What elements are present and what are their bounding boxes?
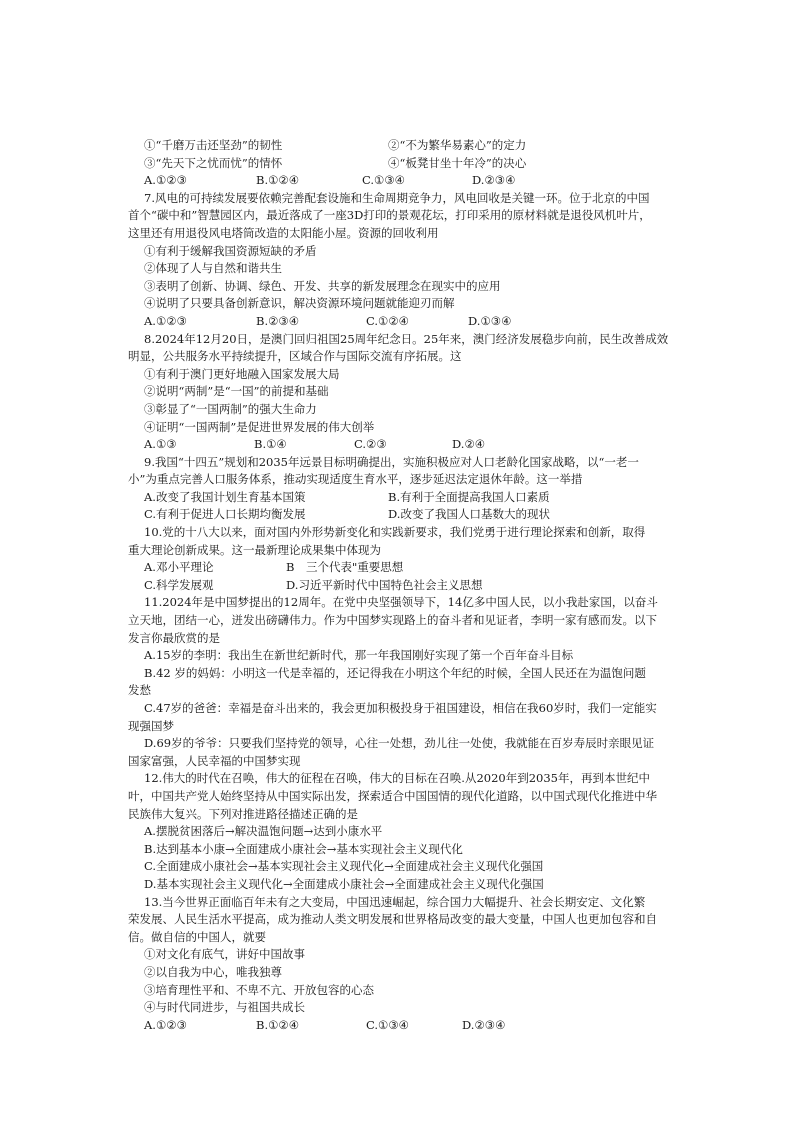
q11-answer-b-line-1: B.42 岁的妈妈：小明这一代是幸福的，还记得我在小明这个年纪的时候，全国人民还在为温饱问题 [144,665,646,680]
q11-answer-c-line-2: 现强国梦 [128,718,174,733]
q7-stem-line-1: 7.风电的可持续发展要依赖完善配套设施和生命周期竞争力，风电回收是关键一环。位于北京的中国 [144,190,650,205]
q9-answer-b: B.有利于全面提高我国人口素质 [388,489,550,504]
q11-answer-d-line-1: D.69岁的爷爷：只要我们坚持党的领导，心往一处想，劲儿往一处使，我就能在百岁寿辰时亲眼见证 [144,736,655,751]
q11-answer-d-line-2: 国家富强，人民幸福的中国梦实现 [128,753,301,768]
q7-option-1: ①有利于缓解我国资源短缺的矛盾 [144,243,317,258]
q6-answer-d: D.②③④ [472,173,516,188]
q8-stem-line-2: 明显，公共服务水平持续提升，区域合作与国际交流有序拓展。这 [128,349,462,364]
q10-answer-a: A.邓小平理论 [144,560,214,575]
q10-stem-line-2: 重大理论创新成果。这一最新理论成果集中体现为 [128,542,381,557]
q6-option-2: ②“不为繁华易素心”的定力 [388,138,527,152]
q13-stem-line-2: 荣发展、人民生活水平提高，成为推动人类文明发展和世界格局改变的最大变量，中国人也更加包容和自 [128,912,657,927]
q6-answers [128,172,676,190]
q12-stem-line-3: 民族伟大复兴。下列对推进路径描述正确的是 [128,806,358,821]
q9-answer-a: A.改变了我国计划生育基本国策 [144,489,306,504]
q11-answer-c-line-1: C.47岁的爸爸：幸福是奋斗出来的，我会更加积极投身于祖国建设，相信在我60岁时，我们一定能实 [144,701,657,715]
q6-options-row-1 [128,137,676,155]
q13-answers [128,1017,676,1035]
q9-answers-row-2 [128,506,676,524]
q10-answers-row-2 [128,577,676,595]
q8-answer-c: C.②③ [354,437,387,452]
q7-answer-c: C.①②④ [366,313,409,328]
q12-stem-line-2: 叶，中国共产党人始终坚持从中国实际出发，探索适合中国国情的现代化道路，以中国式现代化推进中华 [128,788,657,803]
q8-option-4: ④证明“一国两制”是促进世界发展的伟大创举 [144,419,375,434]
q13-answer-b: B.①②④ [256,1017,300,1032]
q6-option-4: ④“板凳甘坐十年冷”的决心 [388,155,527,170]
q8-answer-a: A.①③ [144,437,177,452]
q9-stem-line-1: 9.我国“十四五”规划和2035年远景目标明确提出，实施积极应对人口老龄化国家战略，以“一老一 [144,454,639,469]
q13-answer-a: A.①②③ [144,1017,187,1032]
q7-option-2: ②体现了人与自然和谐共生 [144,261,282,276]
q9-answer-c: C.有利于促进人口长期均衡发展 [144,507,306,522]
q11-answer-b-line-2: 发愁 [128,683,151,698]
q6-options-row-2 [128,155,676,173]
q11-stem-line-2: 立天地，团结一心，迸发出磅礴伟力。作为中国梦实现路上的奋斗者和见证者，李明一家有感而发。以下 [128,613,657,628]
q9-answers-row-1 [128,489,676,507]
q13-option-3: ③培育理性平和、不卑不亢、开放包容的心态 [144,982,374,997]
q6-answer-c: C.①③④ [362,173,405,188]
q7-stem-line-2: 首个“碳中和”智慧园区内，最近落成了一座3D打印的景观花坛，打印采用的原材料就是退役风机叶片， [128,208,651,223]
q13-option-2: ②以自我为中心，唯我独尊 [144,964,282,979]
q6-option-1: ①“千磨万击还坚劲”的韧性 [144,138,283,152]
q12-stem-line-1: 12.伟大的时代在召唤，伟大的征程在召唤，伟大的目标在召唤.从2020年到2035年，再到本世纪中 [144,771,650,786]
q7-answers [128,313,676,331]
q13-answer-c: C.①③④ [366,1017,409,1032]
q12-answer-a: A.摆脱贫困落后→解决温饱问题→达到小康水平 [144,824,383,839]
q7-answer-b: B.②③④ [256,313,300,328]
q7-answer-d: D.①③④ [468,313,512,328]
q11-stem-line-3: 发言你最欣赏的是 [128,630,220,645]
q10-answer-c: C.科学发展观 [144,577,214,592]
q7-option-4: ④说明了只要具备创新意识，解决资源环境问题就能迎刃而解 [144,296,455,311]
q10-answer-d: D.习近平新时代中国特色社会主义思想 [286,577,483,592]
q13-option-1: ①对文化有底气，讲好中国故事 [144,947,305,962]
q8-answer-b: B.①④ [254,437,287,452]
q8-option-3: ③彰显了“一国两制”的强大生命力 [144,401,317,416]
q13-stem-line-3: 信。做自信的中国人，就要 [128,929,266,944]
q10-answer-b: B 三个代表"重要思想 [286,560,404,575]
q8-option-2: ②说明“两制”是“一国”的前提和基础 [144,384,329,399]
q8-answer-d: D.②④ [452,437,486,452]
q8-stem-line-1: 8.2024年12月20日，是澳门回归祖国25周年纪念日。25年来，澳门经济发展稳步向前，民生改善成效 [144,331,669,346]
q7-option-3: ③表明了创新、协调、绿色、开发、共享的新发展理念在现实中的应用 [144,278,501,293]
q13-answer-d: D.②③④ [462,1017,506,1032]
q10-answers-row-1 [128,559,676,577]
q9-answer-d: D.改变了我国人口基数大的现状 [388,507,550,522]
q10-stem-line-1: 10.党的十八大以来，面对国内外形势新变化和实践新要求，我们党勇于进行理论探索和创新，取得 [144,525,646,540]
q6-answer-b: B.①②④ [256,173,300,188]
q8-answers [128,436,676,454]
q11-answer-a: A.15岁的李明：我出生在新世纪新时代，那一年我国刚好实现了第一个百年奋斗目标 [144,648,574,663]
q6-answer-a: A.①②③ [144,173,187,188]
q7-answer-a: A.①②③ [144,313,187,328]
q12-answer-c: C.全面建成小康社会→基本实现社会主义现代化→全面建成社会主义现代化强国 [144,859,544,874]
q11-stem-line-1: 11.2024年是中国梦提出的12周年。在党中央坚强领导下，14亿多中国人民，以小我赴家国，以奋斗 [144,595,658,610]
q9-stem-line-2: 小”为重点完善人口服务体系，推动实现适度生育水平，逐步延迟法定退休年龄。这一举措 [128,472,583,487]
q13-stem-line-1: 13.当今世界正面临百年未有之大变局，中国迅速崛起，综合国力大幅提升、社会长期安定、文化繁 [144,894,646,909]
q12-answer-d: D.基本实现社会主义现代化→全面建成小康社会→全面建成社会主义现代化强国 [144,876,544,891]
q13-option-4: ④与时代同进步，与祖国共成长 [144,1000,305,1015]
exam-content [128,137,676,1034]
q7-stem-line-3: 这里还有用退役风电塔筒改造的太阳能小屋。资源的回收利用 [128,225,439,240]
q8-option-1: ①有利于澳门更好地融入国家发展大局 [144,366,340,381]
q6-option-3: ③“先天下之忧而忧”的情怀 [144,155,283,170]
q12-answer-b: B.达到基本小康→全面建成小康社会→基本实现社会主义现代化 [144,841,463,856]
